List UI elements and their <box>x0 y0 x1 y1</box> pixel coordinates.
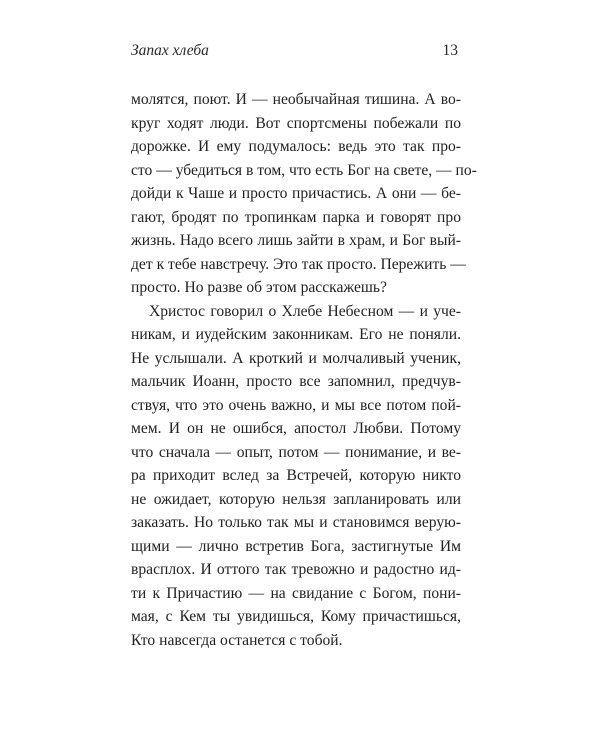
text-line: щими — лично встретив Бога, застигнутые Им <box>131 537 461 555</box>
text-line: ра приходит вслед за Встречей, которую никто <box>131 467 461 484</box>
text-line: сто — убедиться в том, что есть Бог на свете, — по- <box>131 161 477 179</box>
text-line: что сначала — опыт, потом — понимание, и ве- <box>131 443 461 461</box>
text-line: врасплох. И оттого так тревожно и радостно ид- <box>131 561 461 578</box>
page-number: 13 <box>442 42 458 59</box>
text-line: никам, и иудейским законникам. Его не поняли. <box>131 326 461 343</box>
running-title: Запах хлеба <box>131 42 209 59</box>
text-line: мая, с Кем ты увидишься, Кому причастишься, <box>131 608 461 625</box>
text-line: дет к тебе навстречу. Это так просто. Пережить — <box>131 255 466 273</box>
text-line: молятся, поют. И — необычайная тишина. А во- <box>131 91 461 108</box>
text-line: ствуя, что это очень важно, и мы все потом пой- <box>131 396 461 414</box>
text-line: не ожидает, которую нельзя запланировать или <box>131 490 461 508</box>
text-line: Христос говорил о Хлебе Небесном — и уче- <box>149 302 461 320</box>
text-line: Кто навсегда останется с тобой. <box>131 631 343 649</box>
text-line: заказать. Но только так мы и становимся верую- <box>131 514 461 531</box>
text-line: просто. Но разве об этом расскажешь? <box>131 279 387 296</box>
text-line: дойди к Чаше и просто причастись. А они — бе- <box>131 185 461 202</box>
paragraph <box>131 88 477 300</box>
text-line: жизнь. Надо всего лишь зайти в храм, и Бог вый- <box>131 232 461 249</box>
text-line: дорожке. И ему подумалось: ведь это так про- <box>131 138 461 155</box>
text-line: ти к Причастию — на свидание с Богом, пони- <box>131 584 461 602</box>
text-line: круг ходят люди. Вот спортсмены побежали по <box>131 114 461 132</box>
paragraph <box>131 300 461 653</box>
text-line: Не услышали. А кроткий и молчаливый ученик, <box>131 349 461 367</box>
body-text <box>131 88 477 652</box>
text-line: мем. И он не ошибся, апостол Любви. Потому <box>131 420 461 437</box>
text-line: гают, бродят по тропинкам парка и говорят про <box>131 208 461 226</box>
text-line: мальчик Иоанн, просто все запомнил, предчув- <box>131 373 461 390</box>
